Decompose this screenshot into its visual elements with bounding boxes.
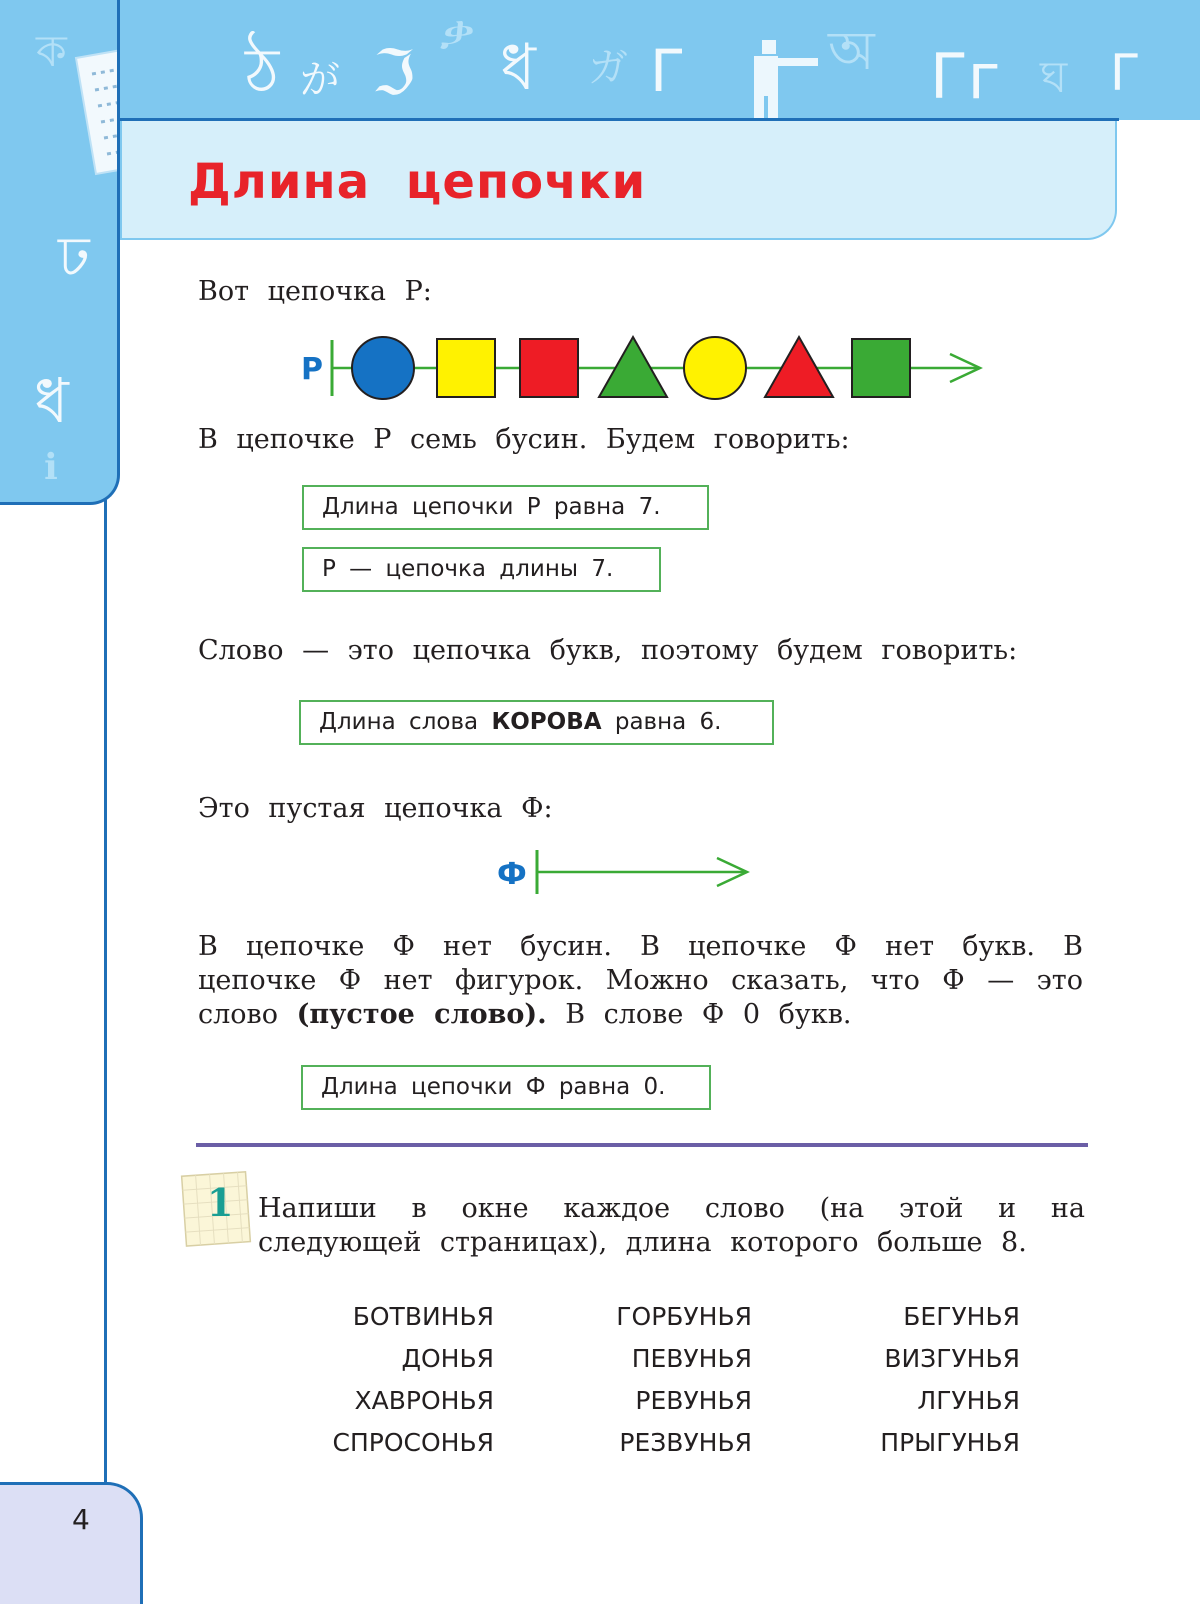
definition-box: Длина цепочки Р равна 7. — [302, 485, 709, 530]
title-panel — [120, 118, 1117, 240]
bead-square — [852, 339, 910, 397]
page-number: 4 — [72, 1503, 90, 1536]
definition-box: Длина цепочки Ф равна 0. — [301, 1065, 711, 1110]
glyph-decoration: ℹ — [44, 447, 58, 488]
box-text: Длина слова — [319, 709, 479, 735]
word-item: ПЕВУНЬЯ — [631, 1344, 752, 1373]
word-item: ХАВРОНЬЯ — [354, 1386, 494, 1415]
glyph-decoration: Г — [1110, 44, 1141, 102]
box-text: равна 6. — [614, 709, 722, 735]
word-item: РЕВУНЬЯ — [635, 1386, 752, 1415]
glyph-decoration: Гг — [930, 40, 1001, 113]
word-item: ДОНЬЯ — [401, 1344, 494, 1373]
definition-box: Р — цепочка длины 7. — [302, 547, 661, 592]
explanation-text: В слове Ф 0 букв. — [565, 999, 852, 1030]
word-item: СПРОСОНЬЯ — [332, 1428, 494, 1457]
word-column-2 — [616, 1296, 752, 1464]
page-frame-line — [104, 500, 107, 1485]
empty-explanation — [198, 930, 1083, 1032]
chain-p-label: Р — [301, 352, 323, 387]
bead-circle — [684, 337, 746, 399]
glyph-decoration: Г — [650, 37, 686, 105]
word-item: ПРЫГУНЬЯ — [880, 1428, 1020, 1457]
word-item: ЛГУНЬЯ — [917, 1386, 1020, 1415]
glyph-decoration: ধ — [34, 364, 69, 437]
word-column-1 — [333, 1296, 494, 1464]
side-band — [0, 0, 120, 505]
word-item: РЕЗВУНЬЯ — [619, 1428, 752, 1457]
intro-line: В цепочке Р семь бусин. Будем говорить: — [198, 424, 850, 455]
glyph-decoration: ቃ — [440, 4, 476, 60]
bead-square — [437, 339, 495, 397]
task-instruction: Напиши в окне каждое слово (на этой и на следующей страницах), длина которого больше 8. — [258, 1193, 1085, 1258]
task-number: 1 — [207, 1180, 234, 1225]
word-item: ВИЗГУНЬЯ — [884, 1344, 1020, 1373]
glyph-decoration: ঘ — [1040, 52, 1068, 103]
glyph-decoration: ℑ — [372, 36, 416, 109]
definition-box — [299, 700, 774, 745]
explanation-text: В цепочке Ф нет бусин. В цепочке Ф нет букв. В цепочке Ф нет фигурок. Можно сказать, что Ф — это слово — [198, 931, 1083, 1030]
paper-sheet-decoration — [58, 40, 120, 200]
glyph-decoration: ঠ — [245, 35, 280, 109]
bead-circle — [352, 337, 414, 399]
chain-p-diagram — [290, 328, 990, 408]
page-title: Длина цепочки — [188, 154, 647, 210]
word-item: БЕГУНЬЯ — [903, 1302, 1020, 1331]
explanation-bold: (пустое слово). — [296, 999, 547, 1030]
intro-line: Вот цепочка Р: — [198, 276, 432, 307]
title-panel-edge — [120, 118, 1119, 121]
word-column-3 — [880, 1296, 1020, 1464]
word-item: БОТВИНЬЯ — [352, 1302, 494, 1331]
glyph-decoration: ক — [36, 26, 67, 77]
glyph-decoration: ঢ — [58, 225, 90, 290]
section-divider — [196, 1143, 1088, 1147]
glyph-decoration: ধ — [500, 31, 536, 105]
glyph-decoration: অ — [828, 19, 875, 82]
bead-square — [520, 339, 578, 397]
glyph-decoration: が — [300, 57, 340, 103]
chain-f-diagram — [495, 846, 755, 898]
figure-decoration — [740, 36, 830, 120]
box-word: КОРОВА — [491, 709, 602, 735]
glyph-decoration: ガ — [588, 45, 628, 91]
chain-f-label: Ф — [497, 857, 527, 892]
word-line: Слово — это цепочка букв, поэтому будем говорить: — [198, 635, 1018, 666]
header-band — [0, 0, 1200, 120]
word-item: ГОРБУНЬЯ — [616, 1302, 752, 1331]
page-number-tab — [0, 1482, 143, 1604]
empty-line: Это пустая цепочка Ф: — [198, 793, 553, 824]
